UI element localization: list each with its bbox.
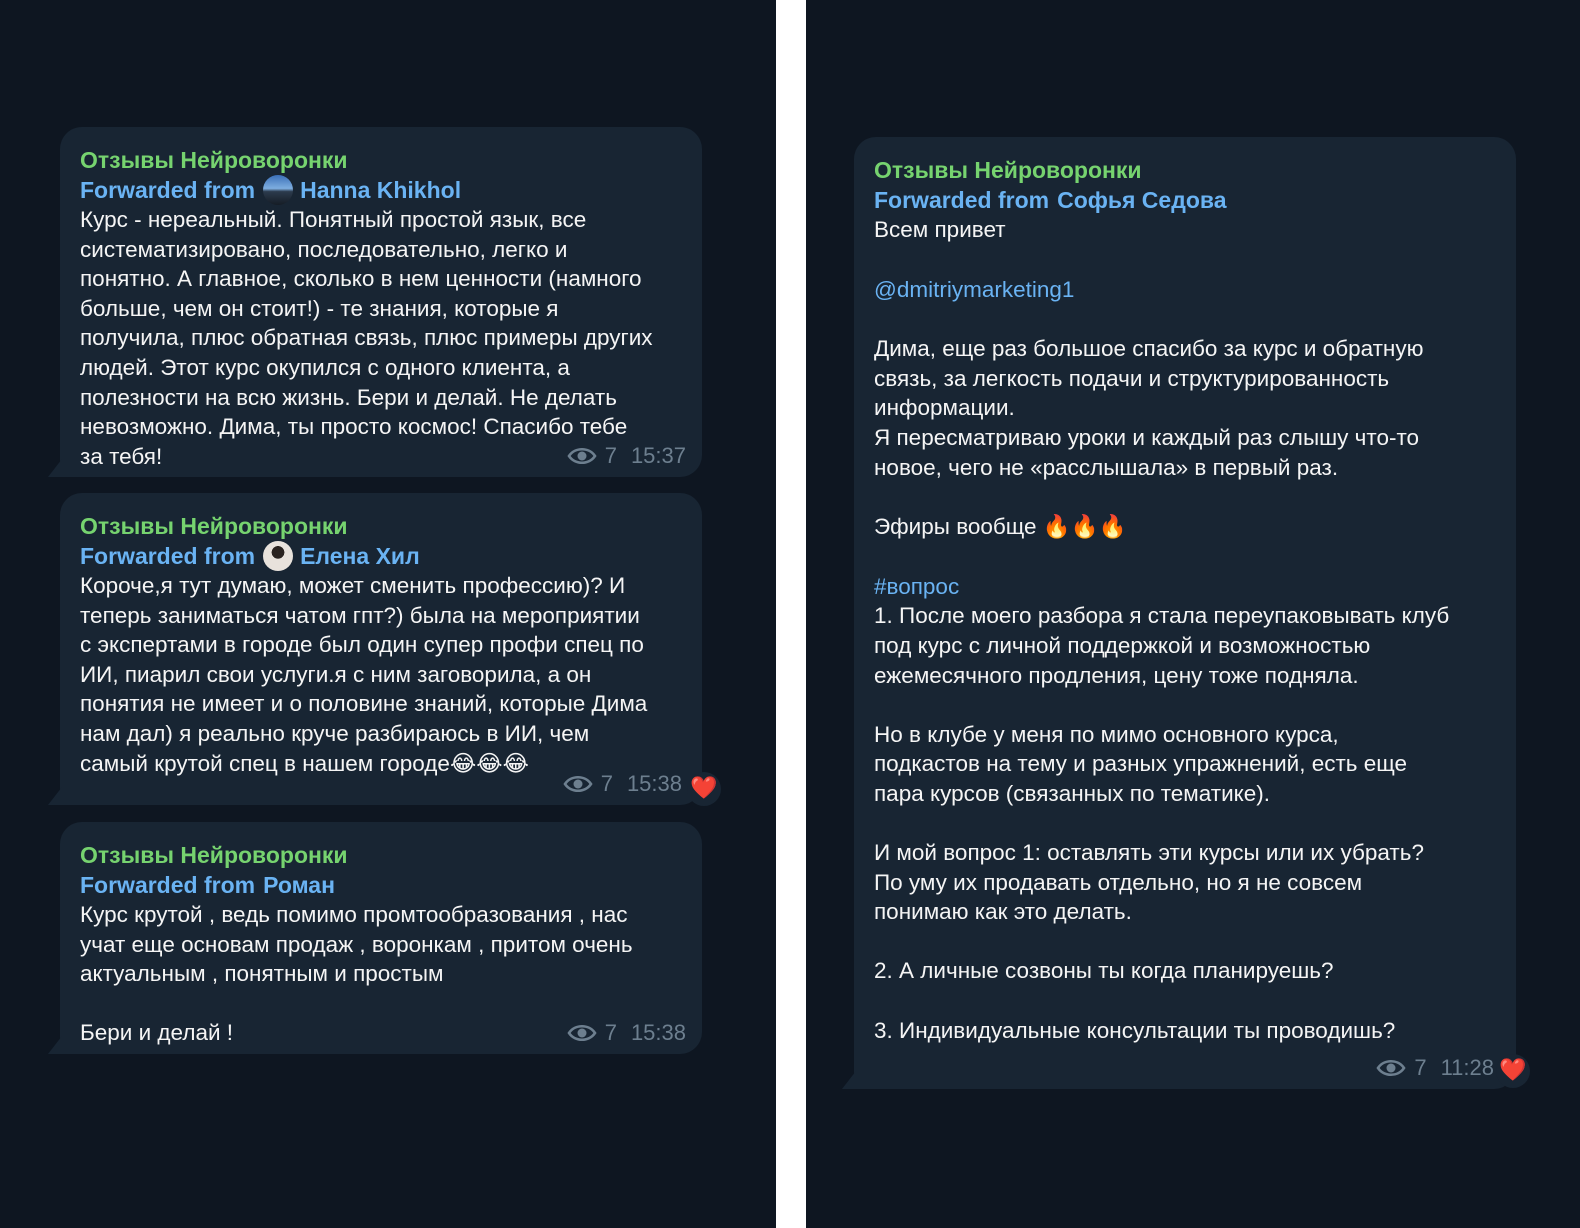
channel-name[interactable]: Отзывы Нейроворонки xyxy=(874,157,1142,183)
right-chat-panel xyxy=(806,0,1580,1228)
view-count: 7 xyxy=(604,1020,617,1045)
channel-name[interactable]: Отзывы Нейроворонки xyxy=(80,513,348,539)
blank-line xyxy=(874,542,1494,572)
efiry-text: Эфиры вообще 🔥🔥🔥 xyxy=(874,514,1127,540)
message-text: Курс - нереальный. Понятный простой язык, все систематизировано, последовательно, легко и понятно. А главное, сколько в нем ценности (намного больше, чем он стоит!) - те знания, которые я получила, плюс обратная связь, плюс примеры других людей. Этот курс окупился с одного клиента, а полезности на всю жизнь. Бери и делай. Не делать невозможно. Дима, ты просто космос! Спасибо тебе за тебя! xyxy=(80,207,653,469)
eye-icon xyxy=(567,446,597,466)
message-time: 15:37 xyxy=(630,443,686,468)
message-paragraph: 1. После моего разбора я стала переупаковывать клуб под курс с личной поддержкой и возможностью ежемесячного продления, цену тоже подняла. Но в клубе у меня по мимо основного курса, подкастов на тему и разных упражнений, есть еще пара курсов (связанных по тематике). И мой вопрос 1: оставлять эти курсы или их убрать? По уму их продавать отдельно, но я не совсем понимаю как это делать. 2. А личные созвоны ты когда планируешь? 3. Индивидуальные консультации ты проводишь? xyxy=(874,603,1450,1043)
heart-reaction[interactable] xyxy=(1496,1054,1530,1088)
view-count: 7 xyxy=(1414,1055,1427,1080)
forwarded-from[interactable] xyxy=(80,870,680,900)
heart-reaction[interactable] xyxy=(687,772,721,806)
message-bubble[interactable] xyxy=(60,127,702,477)
message-meta xyxy=(1376,1055,1494,1081)
message-paragraph: Дима, еще раз большое спасибо за курс и обратную связь, за легкость подачи и структурированность информации. Я пересматриваю уроки и каждый раз слышу что-то новое, чего не «расслышала» в первый раз. xyxy=(874,336,1424,480)
forwarded-from[interactable] xyxy=(874,185,1494,215)
forwarded-name[interactable]: Софья Седова xyxy=(1057,187,1227,213)
blank-line xyxy=(874,482,1494,512)
message-bubble[interactable] xyxy=(60,493,702,805)
channel-name[interactable]: Отзывы Нейроворонки xyxy=(80,842,348,868)
forwarded-from[interactable] xyxy=(80,175,680,205)
forwarded-name[interactable]: Елена Хил xyxy=(300,543,420,569)
message-time: 15:38 xyxy=(626,771,682,796)
greeting-text: Всем привет xyxy=(874,217,1006,242)
eye-icon xyxy=(1376,1058,1406,1078)
message-bubble[interactable] xyxy=(60,822,702,1054)
forwarded-label: Forwarded from xyxy=(80,872,256,898)
eye-icon xyxy=(563,774,593,794)
forwarded-label: Forwarded from xyxy=(874,187,1050,213)
message-bubble[interactable] xyxy=(854,137,1516,1089)
landscape-avatar[interactable] xyxy=(263,175,293,205)
message-text: Курс крутой , ведь помимо промтообразования , нас учат еще основам продаж , воронкам , притом очень актуальным , понятным и простым Бери и делай ! xyxy=(80,902,633,1046)
forwarded-label: Forwarded from xyxy=(80,543,256,569)
message-time: 15:38 xyxy=(630,1020,686,1045)
forwarded-from[interactable] xyxy=(80,541,680,571)
message-meta xyxy=(567,443,686,469)
portrait-avatar[interactable] xyxy=(263,541,293,571)
message-meta xyxy=(567,1020,686,1046)
channel-name[interactable]: Отзывы Нейроворонки xyxy=(80,147,348,173)
eye-icon xyxy=(567,1023,597,1043)
mention-link[interactable]: @dmitriymarketing1 xyxy=(874,276,1075,302)
view-count: 7 xyxy=(604,443,617,468)
blank-line xyxy=(874,304,1494,334)
forwarded-label: Forwarded from xyxy=(80,177,256,203)
heart-icon: ❤️ xyxy=(690,776,718,801)
message-text: Короче,я тут думаю, может сменить профессию)? И теперь заниматься чатом гпт?) была на мероприятии с экспертами в городе был один супер профи спец по ИИ, пиарил свои услуги.я с ним заговорила, а он понятия не имеет и о половине знаний, которые Дима нам дал) я реально круче разбираюсь в ИИ, чем самый крутой спец в нашем городе😂😂😂 xyxy=(80,573,648,776)
left-chat-panel xyxy=(0,0,776,1228)
hashtag-link[interactable]: #вопрос xyxy=(874,573,960,599)
blank-line xyxy=(874,245,1494,275)
heart-icon: ❤️ xyxy=(1499,1058,1527,1083)
forwarded-name[interactable]: Hanna Khikhol xyxy=(300,177,462,203)
message-meta xyxy=(563,771,682,797)
message-time: 11:28 xyxy=(1440,1055,1494,1080)
view-count: 7 xyxy=(600,771,613,796)
forwarded-name[interactable]: Роман xyxy=(263,872,335,898)
